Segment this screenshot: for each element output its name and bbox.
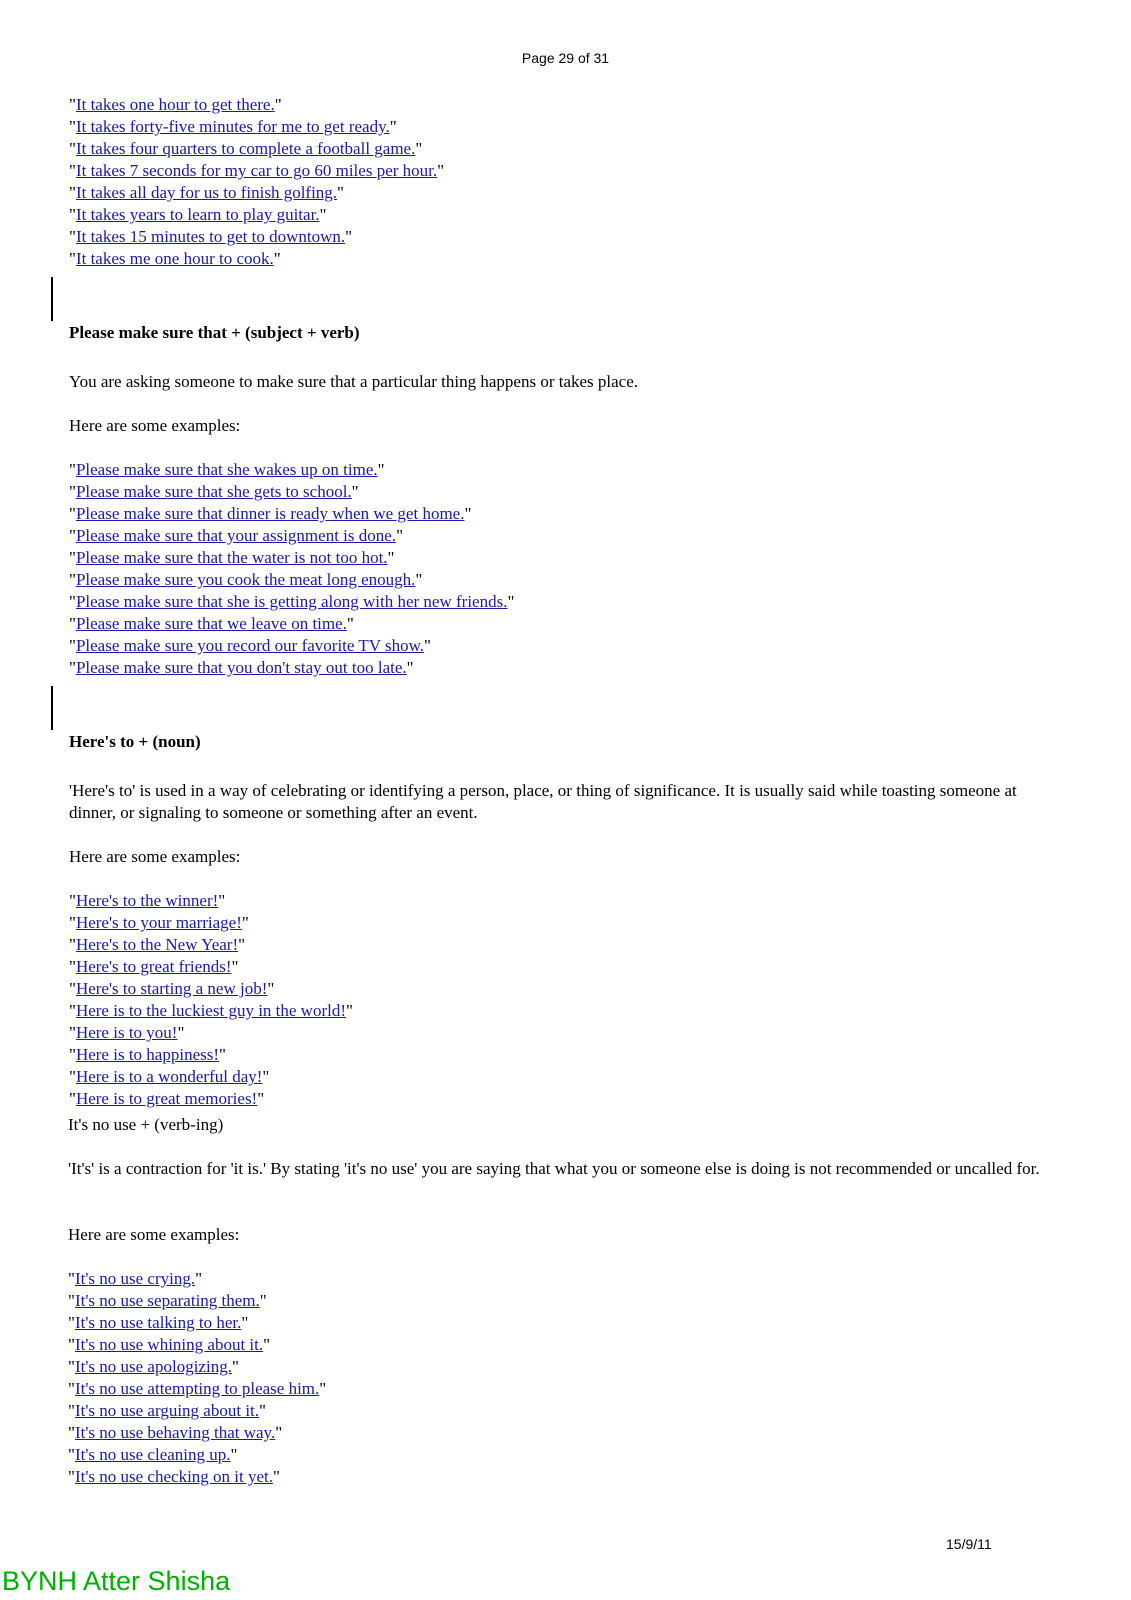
- example-link[interactable]: It takes one hour to get there.: [75, 95, 275, 114]
- section-description: 'Here's to' is used in a way of celebrating or identifying a person, place, or thing of significance. It is usually said while toasting someone at dinner, or signaling to someone or something after an event.: [69, 781, 1017, 822]
- list-item: "It's no use separating them.": [68, 1291, 267, 1310]
- list-item: "Please make sure you record our favorite TV show.": [69, 636, 431, 655]
- examples-intro: Here are some examples:: [69, 847, 241, 866]
- section-description: 'It's' is a contraction for 'it is.' By stating 'it's no use' you are saying that what you or someone else is doing is not recommended or uncalled for.: [68, 1159, 1040, 1178]
- list-item: "Here is to you!": [69, 1023, 185, 1042]
- list-item: "Please make sure that the water is not too hot.": [69, 548, 395, 567]
- list-item: "It's no use whining about it.": [68, 1335, 271, 1354]
- list-item: "Please make sure that she wakes up on time.": [69, 460, 385, 479]
- example-link[interactable]: Please make sure that she wakes up on time.: [75, 460, 378, 479]
- example-link[interactable]: It's no use cleaning up.: [74, 1445, 231, 1464]
- list-item: "It takes four quarters to complete a football game.": [69, 139, 423, 158]
- example-link[interactable]: Here is to happiness!: [75, 1045, 220, 1064]
- change-bar: [51, 277, 53, 321]
- list-item: "Here's to great friends!": [69, 957, 239, 976]
- example-link[interactable]: It's no use apologizing.: [74, 1357, 232, 1376]
- example-link[interactable]: It takes four quarters to complete a football game.: [75, 139, 416, 158]
- example-link[interactable]: Please make sure that we leave on time.: [75, 614, 347, 633]
- section-heading: Here's to + (noun): [69, 732, 201, 751]
- list-item: "It takes me one hour to cook.": [69, 249, 281, 268]
- list-item: "Here is to a wonderful day!": [69, 1067, 270, 1086]
- list-item: "It takes 15 minutes to get to downtown.": [69, 227, 353, 246]
- section-heading: It's no use + (verb-ing): [68, 1115, 224, 1134]
- list-item: "It's no use arguing about it.": [68, 1401, 266, 1420]
- list-item: "It takes 7 seconds for my car to go 60 miles per hour.": [69, 161, 445, 180]
- list-item: "Please make sure that she is getting along with her new friends.": [69, 592, 515, 611]
- example-link[interactable]: Here is to you!: [75, 1023, 178, 1042]
- list-item: "Please make sure you cook the meat long enough.": [69, 570, 423, 589]
- watermark-text: BYNH Atter Shisha: [2, 1566, 231, 1596]
- change-bar: [51, 686, 53, 730]
- list-item: "It's no use checking on it yet.": [68, 1467, 280, 1486]
- example-link[interactable]: It's no use arguing about it.: [74, 1401, 260, 1420]
- list-item: "It takes all day for us to finish golfing.": [69, 183, 344, 202]
- list-item: "It takes forty-five minutes for me to get ready.": [69, 117, 397, 136]
- example-link[interactable]: Here's to the New Year!: [75, 935, 239, 954]
- example-link[interactable]: Please make sure that the water is not too hot.: [75, 548, 388, 567]
- example-link[interactable]: Here is to great memories!: [75, 1089, 258, 1108]
- list-item: "It's no use cleaning up.": [68, 1445, 238, 1464]
- example-link[interactable]: Here is to a wonderful day!: [75, 1067, 263, 1086]
- list-item: "Here's to starting a new job!": [69, 979, 275, 998]
- footer-date: 15/9/11: [946, 1536, 992, 1552]
- example-link[interactable]: Here's to great friends!: [75, 957, 232, 976]
- list-item: "Please make sure that she gets to school.": [69, 482, 359, 501]
- example-link[interactable]: It's no use talking to her.: [74, 1313, 242, 1332]
- section-description: You are asking someone to make sure that a particular thing happens or takes place.: [69, 372, 639, 391]
- list-item: "It's no use attempting to please him.": [68, 1379, 327, 1398]
- example-link[interactable]: Please make sure that dinner is ready when we get home.: [75, 504, 465, 523]
- example-link[interactable]: Here's to the winner!: [75, 891, 219, 910]
- list-item: "Here's to the winner!": [69, 891, 226, 910]
- examples-intro: Here are some examples:: [68, 1225, 240, 1244]
- list-item: "Here is to great memories!": [69, 1089, 265, 1108]
- list-item: "Please make sure that your assignment is done.": [69, 526, 404, 545]
- example-link[interactable]: Please make sure you record our favorite TV show.: [75, 636, 425, 655]
- page-number: Page 29 of 31: [521, 50, 610, 66]
- list-item: "It's no use apologizing.": [68, 1357, 239, 1376]
- example-link[interactable]: It's no use separating them.: [74, 1291, 260, 1310]
- list-item: "It's no use crying.": [68, 1269, 203, 1288]
- list-item: "Here is to happiness!": [69, 1045, 226, 1064]
- example-link[interactable]: Here is to the luckiest guy in the world!: [75, 1001, 347, 1020]
- list-item: "It's no use talking to her.": [68, 1313, 249, 1332]
- example-link[interactable]: Please make sure that your assignment is done.: [75, 526, 397, 545]
- section-heading: Please make sure that + (subject + verb): [69, 323, 360, 342]
- example-link[interactable]: It takes forty-five minutes for me to get ready.: [75, 117, 390, 136]
- example-link[interactable]: It's no use whining about it.: [74, 1335, 264, 1354]
- example-link[interactable]: Please make sure that she is getting along with her new friends.: [75, 592, 508, 611]
- example-link[interactable]: Please make sure you cook the meat long enough.: [75, 570, 416, 589]
- example-link[interactable]: It takes 7 seconds for my car to go 60 miles per hour.: [75, 161, 438, 180]
- list-item: "Here's to the New Year!": [69, 935, 246, 954]
- examples-intro: Here are some examples:: [69, 416, 241, 435]
- list-item: "Here is to the luckiest guy in the world!": [69, 1001, 353, 1020]
- example-link[interactable]: It's no use behaving that way.: [74, 1423, 276, 1442]
- example-link[interactable]: It's no use attempting to please him.: [74, 1379, 320, 1398]
- example-link[interactable]: Please make sure that you don't stay out too late.: [75, 658, 407, 677]
- example-link[interactable]: It takes all day for us to finish golfing.: [75, 183, 338, 202]
- list-item: "It takes one hour to get there.": [69, 95, 282, 114]
- list-item: "Here's to your marriage!": [69, 913, 249, 932]
- list-item: "It takes years to learn to play guitar.": [69, 205, 327, 224]
- list-item: "It's no use behaving that way.": [68, 1423, 283, 1442]
- list-item: "Please make sure that we leave on time.": [69, 614, 354, 633]
- example-link[interactable]: It takes me one hour to cook.: [75, 249, 274, 268]
- example-link[interactable]: Here's to starting a new job!: [75, 979, 268, 998]
- list-item: "Please make sure that dinner is ready when we get home.": [69, 504, 472, 523]
- example-link[interactable]: Here's to your marriage!: [75, 913, 242, 932]
- list-item: "Please make sure that you don't stay out too late.": [69, 658, 414, 677]
- example-link[interactable]: It's no use checking on it yet.: [74, 1467, 274, 1486]
- example-link[interactable]: It takes years to learn to play guitar.: [75, 205, 320, 224]
- example-link[interactable]: Please make sure that she gets to school.: [75, 482, 352, 501]
- example-link[interactable]: It takes 15 minutes to get to downtown.: [75, 227, 346, 246]
- example-link[interactable]: It's no use crying.: [74, 1269, 196, 1288]
